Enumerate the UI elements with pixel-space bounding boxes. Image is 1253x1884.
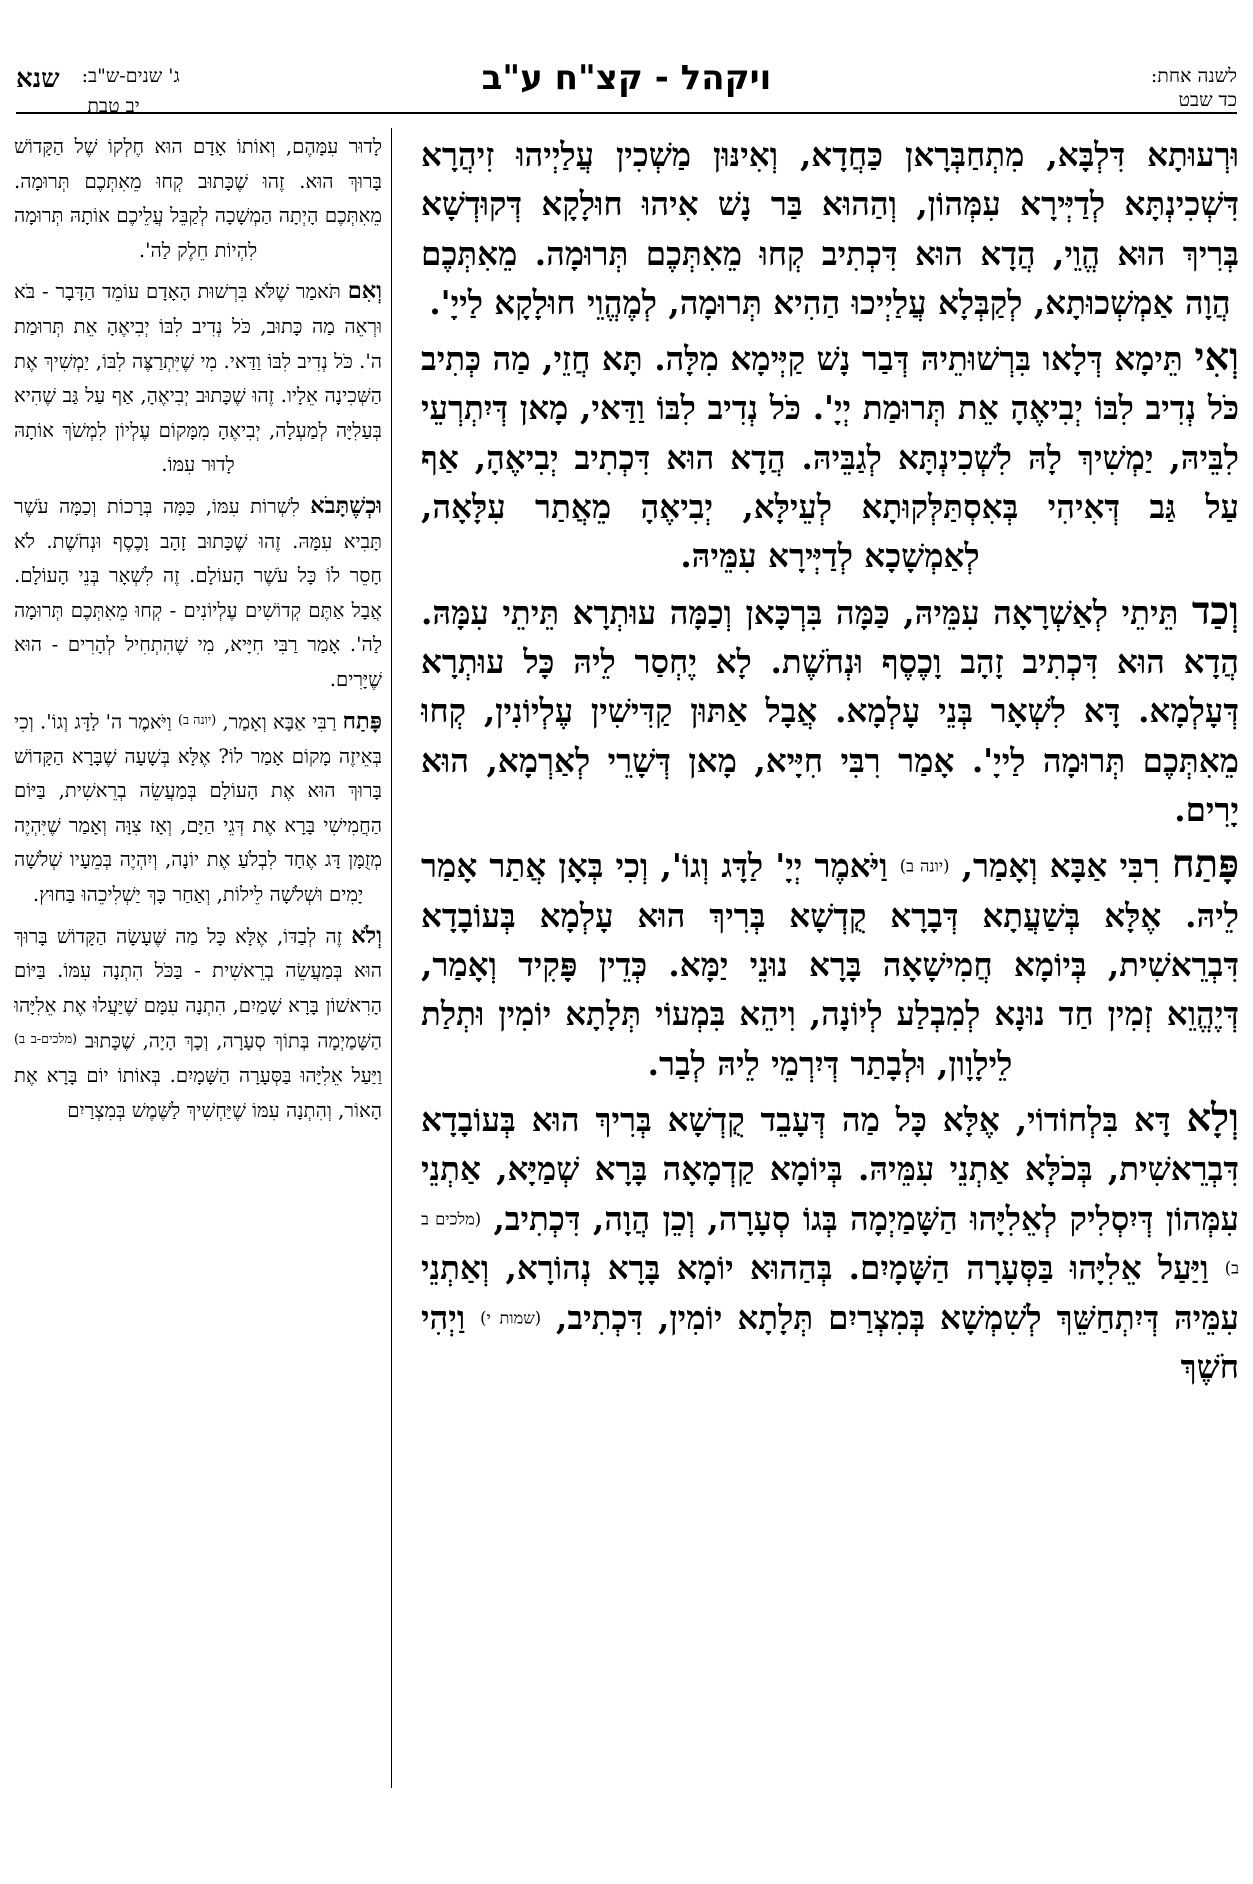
paragraph-text: תֵּימָא דְּלָאו בִּרְשׁוּתֵיהּ דְּבַר נָשׁ קַיְּימָא מִלָּה. תָּא חֲזֵי, מַה כְּתִיב כֹּל נְדִיב לִבּוֹ יְבִיאֶהָ אֵת תְּרוּמַת יְיָ'. כֹּל נְדִיב לִבּוֹ וַדַּאי, מָאן דְּיִתְרְעֵי לִבֵּיהּ, יַמְשִׁיךְ לָהּ לִשְׁכִינְתָּא לְגַבֵּיהּ. הֲדָא הוּא דִּכְתִיב יְבִיאֶהָ, אַף עַל גַּב דְּאִיהִי בְּאִסְתַּלְּקוּתָא לְעֵילָּא, יְבִיאֶהָ מֵאֲתַר עִלָּאָה, לְאַמְשָׁכָא לְדַיְּירָא עִמֵּיהּ. xyxy=(421,339,1239,576)
three-year-schedule xyxy=(16,64,180,118)
paragraph-text: זֶה לְבַדּוֹ, אֶלָּא כָּל מַה שֶּׁעָשָׂה הַקָּדוֹשׁ בָּרוּךְ הוּא בְּמַעֲשֵׂה בְרֵאשִׁית - בַּכֹּל הִתְנָה עִמּוֹ. בַּיּוֹם הָרִאשׁוֹן בָּרָא שָׁמַיִם, הִתְנָה עִמָּם שֶׁיַּעֲלוּ אֶת אֵלִיָּהוּ הַשָּׁמַיְמָה בְּתוֹךְ סְעָרָה, וְכָךְ הָיָה, שֶׁכָּתוּב xyxy=(14,924,382,1053)
header-divider xyxy=(16,112,1237,114)
main-paragraph-1 xyxy=(421,130,1239,327)
side-paragraph-3 xyxy=(14,489,382,698)
paragraph-text-cont: וַיַּעַל אֵלִיָּהוּ בַּסְּעָרָה הַשָּׁמָיִם. בְּהַהוּא יוֹמָא בָּרָא נְהוֹרָא, וְאַתְנֵי עִמֵּיהּ דְּיִתְחַשֵּׁךְ לְשִׁמְשָׁא בְּמִצְרַיִם תְּלָתָא יוֹמִין, דִּכְתִיב, xyxy=(421,1248,1239,1337)
paragraph-text-cont: וַיְהִי חֹשֶׁךְ xyxy=(421,1297,1239,1387)
paragraph-text: דָּא בִּלְחוֹדוֹי, אֶלָּא כָּל מַה דְּעָבֵד קֻדְשָׁא בְּרִיךְ הוּא בְּעוֹבָדָא דִּבְרֵאשִׁית, בְּכֹלָּא אַתְנֵי עִמֵּיהּ. בְּיוֹמָא קַדְמָאָה בָּרָא שְׁמַיָּא, אַתְנֵי עִמְּהוֹן דְּיִסְלִיק לְאֵלִיָּהוּ הַשָּׁמַיְמָה בְּגוֹ סְעָרָה, וְכֵן הֲוָה, דִּכְתִיב, xyxy=(421,1099,1239,1238)
paragraph-text: וּרְעוּתָא דִּלְבָּא, מִתְחַבְּרָאן כַּחֲדָא, וְאִינּוּן מַשְׁכִין עֲלַיְיהוּ זִיהֲרָא דִּשְׁכִינְתָּא לְדַיְּירָא עִמְּהוֹן, וְהַהוּא בַּר נָשׁ אִיהוּ חוּלָקָא דְּקוּדְשָׁא בְּרִיךְ הוּא הֱוֵי, הֲדָא הוּא דִּכְתִיב קְחוּ מֵאִתְּכֶם תְּרוּמָה. מֵאִתְּכֶם הֲוָה אַמְשְׁכוּתָא, לְקַבְּלָא עֲלַיְיכוּ הַהִיא תְּרוּמָה, לְמֶהֱוֵי חוּלָקָא לַייָ'. xyxy=(421,135,1239,322)
verse-reference: (יונה ב) xyxy=(178,712,217,728)
paragraph-text: רַבִּי אַבָּא וְאָמַר, xyxy=(216,709,337,733)
verse-reference: (מלכים-ב ב) xyxy=(14,1032,78,1048)
paragraph-text: תֵּיתֵי לְאַשְׁרָאָה עִמֵּיהּ, כַּמָּה בִּרְכָּאן וְכַמָּה עוּתְרָא תֵּיתֵי עִמָּהּ. הֲדָא הוּא דִּכְתִיב זָהָב וָכֶסֶף וּנְחֹשֶׁת. לָא יֶחְסַר לֵיהּ כָּל עוּתְרָא דְּעָלְמָא. דָּא לִשְׁאָר בְּנֵי עָלְמָא. אֲבָל אַתּוּן קַדִּישִׁין עֶלְיוֹנִין, קְחוּ מֵאִתְּכֶם תְּרוּמָה לַייָ'. אָמַר רִבִּי חִיָּיא, מָאן דְּשָׁרֵי לְאַרְמָא, הוּא יָרִים. xyxy=(421,592,1239,829)
one-year-date: כד שבט xyxy=(1178,89,1237,111)
verse-reference: (יונה ב) xyxy=(899,856,950,876)
paragraph-text: לָדוּר עִמָּהֶם, וְאוֹתוֹ אָדָם הוּא חֶלְקוֹ שֶׁל הַקָּדוֹשׁ בָּרוּךְ הוּא. זֶהוּ שֶׁכָּתוּב קְחוּ מֵאִתְּכֶם תְּרוּמָה. מֵאִתְּכֶם הָיְתָה הַמְשָׁכָה לְקַבֵּל עֲלֵיכֶם אוֹתָהּ תְּרוּמָה לִהְיוֹת חֵלֶק לַה'. xyxy=(14,135,382,262)
main-paragraph-5 xyxy=(421,1094,1239,1392)
paragraph-opening-word: פָּתַח xyxy=(1171,842,1239,888)
aramaic-text-column xyxy=(421,130,1239,1875)
paragraph-text: רִבִּי אַבָּא וְאָמַר, xyxy=(949,846,1160,886)
page-number: שנא xyxy=(16,64,60,94)
paragraph-opening-word: וְכַד xyxy=(1191,588,1239,634)
one-year-label: לשנה אחת: xyxy=(1150,65,1237,87)
side-paragraph-2 xyxy=(14,274,382,483)
verse-reference: (שמות י) xyxy=(480,1308,542,1328)
paragraph-text-cont: וַיַּעַל אֵלִיָּהוּ בַּסְּעָרָה הַשָּׁמָיִם. בְּאוֹתוֹ יוֹם בָּרָא אֶת הָאוֹר, וְהִתְנָה עִמּוֹ שֶׁיַּחְשִׁיךְ לַשֶּׁמֶשׁ בְּמִצְרַיִם xyxy=(14,1064,382,1122)
hebrew-translation-column xyxy=(14,130,382,1785)
paragraph-opening-word: וּכְשֶׁתָּבֹא xyxy=(310,492,382,519)
side-paragraph-1 xyxy=(14,130,382,268)
paragraph-opening-word: וְלֹא xyxy=(351,922,382,949)
paragraph-text: לִשְׁרוֹת עִמּוֹ, כַּמָּה בְּרָכוֹת וְכַמָּה עֹשֶׁר תָּבִיא עִמָּהּ. זֶהוּ שֶׁכָּתוּב זָהָב וָכֶסֶף וּנְחֹשֶׁת. לֹא חָסֵר לוֹ כָּל עֹשֶׁר הָעוֹלָם. זֶה לִשְׁאָר בְּנֵי הָעוֹלָם. אֲבָל אַתֶּם קְדוֹשִׁים עֶלְיוֹנִים - קְחוּ מֵאִתְּכֶם תְּרוּמָה לַה'. אָמַר רַבִּי חִיָּיא, מִי שֶׁהִתְחִיל לְהָרִים - הוּא שֶׁיָּרִים. xyxy=(14,494,382,691)
three-year-date: יב טבת xyxy=(87,95,140,117)
paragraph-text: תֹּאמַר שֶׁלֹּא בִּרְשׁוּת הָאָדָם עוֹמֵד הַדָּבָר - בֹּא וּרְאֵה מַה כָּתוּב, כֹּל נְדִיב לִבּוֹ יְבִיאֶהָ אֵת תְּרוּמַת ה'. כֹּל נְדִיב לִבּוֹ וַדַּאי. מִי שֶׁיִּתְרַצֶּה לִבּוֹ, יַמְשִׁיךְ אֶת הַשְּׁכִינָה אֵלָיו. זֶהוּ שֶׁכָּתוּב יְבִיאֶהָ, אַף עַל גַּב שֶׁהִיא בְּעַלִיָּה לְמַעְלָה, יְבִיאֶהָ מִמָּקוֹם עֶלְיוֹן לִמְשֹׁךְ אוֹתָהּ לָדוּר עִמּוֹ. xyxy=(14,280,382,477)
paragraph-opening-word: וְאִם xyxy=(347,278,382,305)
side-paragraph-4 xyxy=(14,704,382,913)
verse-reference: (מלכים ב ב) xyxy=(421,1208,1239,1278)
page-title: ויקהל - קצ"ח ע"ב xyxy=(481,58,772,98)
three-year-label: ג' שנים-ש"ב: xyxy=(81,65,180,87)
main-paragraph-4 xyxy=(421,840,1239,1088)
paragraph-opening-word: וְלָא xyxy=(1186,1095,1239,1141)
paragraph-opening-word: וְאִי xyxy=(1194,335,1239,381)
column-divider xyxy=(391,128,392,1788)
paragraph-text-cont: וַיֹּאמֶר יְיָ' לַדָּג וְגוֹ', וְכִי בְּאָן אֲתַר אָמַר לֵיהּ. אֶלָּא בְּשַׁעֲתָא דְּבָרָא קֻדְשָׁא בְּרִיךְ הוּא עָלְמָא בְּעוֹבָדָא דִּבְרֵאשִׁית, בְּיוֹמָא חֲמִישָׁאָה בָּרָא נוּנֵי יַמָּא. כְּדֵין פָּקִיד וְאָמַר, דְּיֶהֱוֵא זְמִין חַד נוּנָא לְמִבְלַע לְיוֹנָה, וִיהֵא בִּמְעוֹי תְּלָתָא יוֹמִין וּתְלַת לֵילָוָון, וּלְבָתַר דְּיִרְמֵי לֵיהּ לְבַר. xyxy=(421,846,1239,1083)
paragraph-text-cont: וַיֹּאמֶר ה' לַדָּג וְגוֹ'. וְכִי בְּאֵיזֶה מָקוֹם אָמַר לוֹ? אֶלָּא בְּשָׁעָה שֶׁבָּרָא הַקָּדוֹשׁ בָּרוּךְ הוּא אֶת הָעוֹלָם בְּמַעֲשֵׂה בְרֵאשִׁית, בַּיּוֹם הַחֲמִישִׁי בָּרָא אֶת דְּגֵי הַיָּם, וְאָז צִוָּה וְאָמַר שֶׁיִּהְיֶה מְזֻמָּן דָּג אֶחָד לִבְלֹעַ אֶת יוֹנָה, וְיִהְיֶה בְּמֵעָיו שְׁלֹשָׁה יָמִים וּשְׁלֹשָׁה לֵילוֹת, וְאַחַר כָּךְ יַשְׁלִיכֵהוּ בַּחוּץ. xyxy=(14,709,382,906)
paragraph-opening-word: פָּתַח xyxy=(342,707,382,734)
page-header xyxy=(0,58,1253,117)
side-paragraph-5 xyxy=(14,919,382,1129)
main-paragraph-3 xyxy=(421,587,1239,834)
main-paragraph-2 xyxy=(421,333,1239,580)
